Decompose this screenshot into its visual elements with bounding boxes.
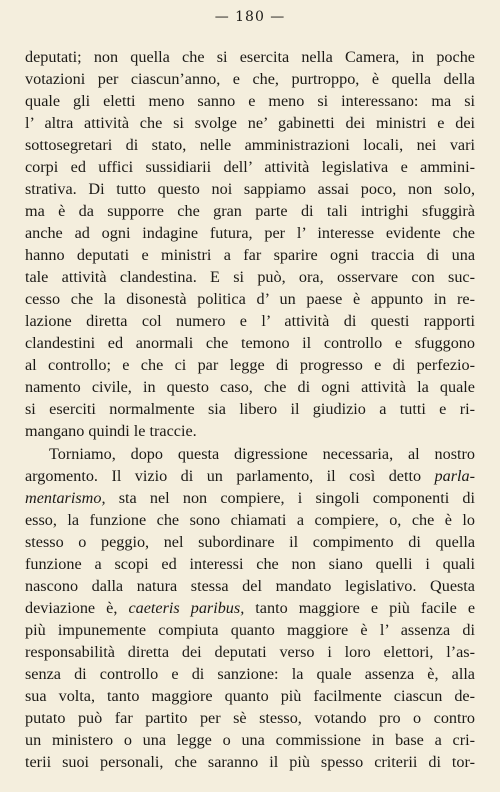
text-line: un ministero o una legge o una commissione in base a cri- bbox=[25, 731, 475, 749]
text-line: lazione diretta col numero e l’ attività di questi rapporti bbox=[25, 312, 475, 330]
text-line: sottosegretari di stato, nelle amministrazioni locali, nei vari bbox=[25, 136, 475, 154]
text-line: argomento. Il vizio di un parlamento, il così detto parla- bbox=[25, 467, 475, 485]
text-line: quale gli eletti meno sanno e meno si interessano: ma si bbox=[25, 92, 475, 110]
text-line: hanno deputati e ministri a far sparire ogni traccia di una bbox=[25, 246, 475, 264]
italic-term: parla- bbox=[434, 467, 475, 485]
text-line: ma è da supporre che gran parte di tali intrighi sfuggirà bbox=[25, 202, 475, 220]
text-line: al controllo; e che ci par legge di progresso e di perfezio- bbox=[25, 356, 475, 374]
text-line: responsabilità diretta dei deputati verso i loro elettori, l’as- bbox=[25, 643, 475, 661]
italic-term: caeteris paribus, bbox=[128, 599, 245, 617]
text-line: l’ altra attività che si svolge ne’ gabinetti dei ministri e dei bbox=[25, 114, 475, 132]
text-line: Torniamo, dopo questa digressione necessaria, al nostro bbox=[49, 445, 475, 463]
text-line: mangano quindi le traccie. bbox=[25, 422, 197, 440]
page-number: — 180 — bbox=[214, 9, 286, 25]
text-line: più impunemente compiuta quanto maggiore è l’ assenza di bbox=[25, 621, 475, 639]
text-line: votazioni per ciascun’anno, e che, purtroppo, è quella della bbox=[25, 70, 475, 88]
text-line: strativa. Di tutto questo noi sappiamo assai poco, non solo, bbox=[25, 180, 475, 198]
text-line: deviazione è, caeteris paribus, tanto maggiore e più facile e bbox=[25, 599, 476, 617]
text-line: stesso o peggio, nel subordinare il compimento di quella bbox=[25, 533, 475, 551]
text-line: esso, la funzione che sono chiamati a compiere, o, che è lo bbox=[25, 511, 475, 529]
text-line: tale attività clandestina. E si può, ora, osservare con suc- bbox=[25, 268, 475, 286]
text-line: putato può far partito per sè stesso, votando pro o contro bbox=[25, 709, 475, 727]
italic-term: mentarismo, bbox=[25, 489, 106, 507]
text-line: nascono dalla natura stessa del mandato legislativo. Questa bbox=[25, 577, 475, 595]
text-line: funzione a scopi ed interessi che non siano quelli i quali bbox=[25, 555, 475, 573]
text-line: anche ad ogni indagine futura, per l’ interesse evidente che bbox=[25, 224, 475, 242]
text-line: si eserciti normalmente sia libero il giudizio a tutti e ri- bbox=[25, 400, 475, 418]
text-line: sua volta, tanto maggiore quanto più facilmente ciascun de- bbox=[25, 687, 475, 705]
text-line: deputati; non quella che si esercita nella Camera, in poche bbox=[25, 48, 475, 66]
text-line: corpi ed uffici sussidiarii dell’ attività legislativa e ammini- bbox=[25, 158, 475, 176]
text-line: mentarismo, sta nel non compiere, i singoli componenti di bbox=[25, 489, 475, 507]
text-line: clandestini ed anormali che temono il controllo e sfuggono bbox=[25, 334, 475, 352]
text-line: terii suoi personali, che saranno il più spesso criterii di tor- bbox=[25, 753, 475, 771]
text-line: namento civile, in questo caso, che di ogni attività la quale bbox=[25, 378, 475, 396]
text-line: cesso che la disonestà politica d’ un paese è appunto in re- bbox=[25, 290, 475, 308]
text-line: senza di controllo e di sanzione: la quale assenza è, alla bbox=[25, 665, 475, 683]
